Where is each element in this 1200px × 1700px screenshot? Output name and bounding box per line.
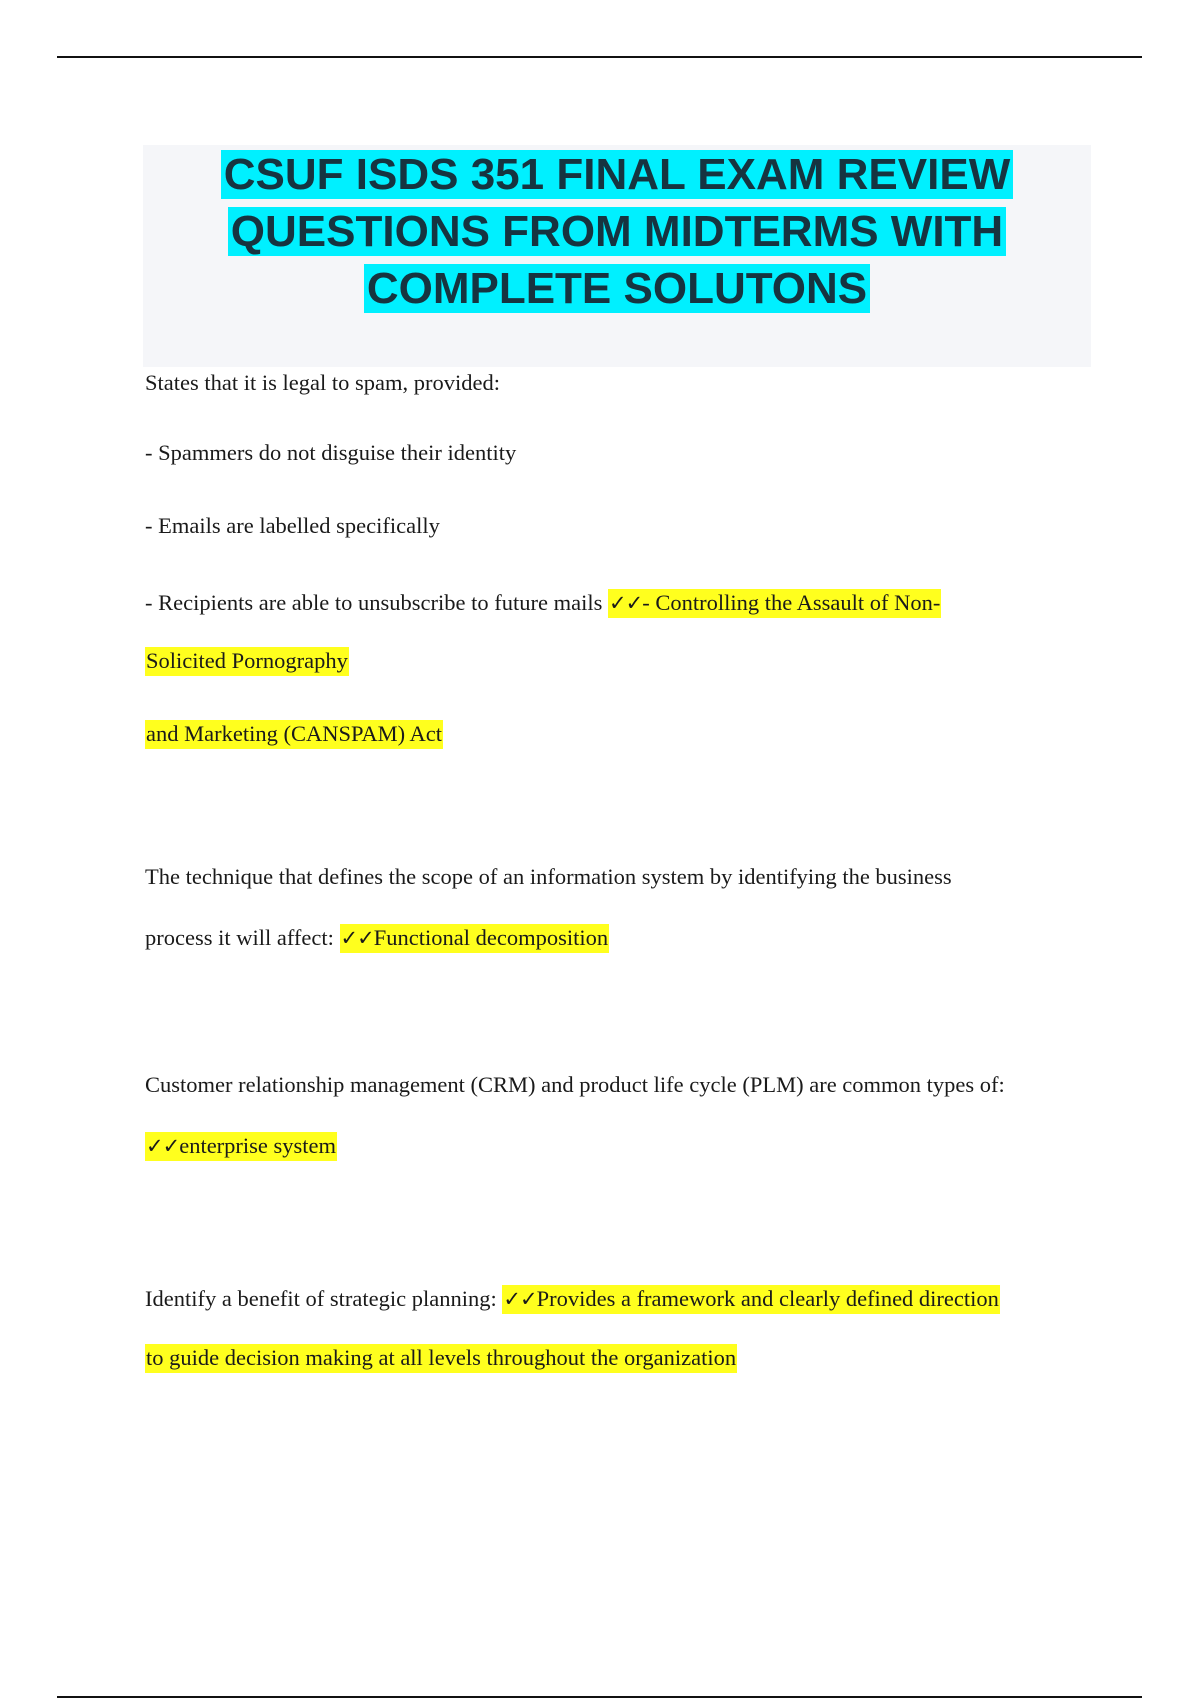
q2-line-2 xyxy=(145,923,609,953)
title-line-2: QUESTIONS FROM MIDTERMS WITH xyxy=(228,207,1006,256)
checkmark-icon: ✓✓ xyxy=(609,591,643,615)
q1-item-3: - Recipients are able to unsubscribe to future mails xyxy=(145,590,608,615)
q1-answer-b: Solicited Pornography xyxy=(145,647,349,676)
q2-line-1: The technique that defines the scope of an information system by identifying the business xyxy=(145,864,952,889)
q1-item-2: - Emails are labelled specifically xyxy=(145,513,440,538)
q1-intro: States that it is legal to spam, provided: xyxy=(145,370,500,395)
q4-line-1 xyxy=(145,1284,1000,1314)
document-title xyxy=(143,146,1091,317)
q1-answer-text-a: - Controlling the Assault of Non- xyxy=(642,590,941,615)
checkmark-icon: ✓✓ xyxy=(146,1134,180,1158)
q4-answer-b-line xyxy=(145,1343,737,1373)
q4-prompt: Identify a benefit of strategic planning: xyxy=(145,1286,503,1311)
q3-answer-text: enterprise system xyxy=(179,1133,337,1158)
q3-answer-line xyxy=(145,1131,337,1161)
q4-answer-b: to guide decision making at all levels throughout the organization xyxy=(145,1344,737,1373)
q1-answer-b-line xyxy=(145,646,349,676)
q2-answer-text: Functional decomposition xyxy=(373,925,609,950)
q3-line-1: Customer relationship management (CRM) and product life cycle (PLM) are common types of: xyxy=(145,1072,1005,1097)
q3-answer xyxy=(145,1132,337,1161)
title-line-3: COMPLETE SOLUTONS xyxy=(364,264,870,313)
q2-prompt: process it will affect: xyxy=(145,925,340,950)
q4-answer-a xyxy=(502,1285,1000,1314)
checkmark-icon: ✓✓ xyxy=(503,1287,537,1311)
q1-answer-c-line xyxy=(145,719,443,749)
q1-item-1: - Spammers do not disguise their identity xyxy=(145,440,517,465)
q4-answer-text-a: Provides a framework and clearly defined direction xyxy=(536,1286,999,1311)
footer-rule xyxy=(57,1696,1142,1698)
q1-item-3-line xyxy=(145,588,941,618)
checkmark-icon: ✓✓ xyxy=(340,926,374,950)
title-line-1: CSUF ISDS 351 FINAL EXAM REVIEW xyxy=(221,150,1013,199)
q1-answer-c: and Marketing (CANSPAM) Act xyxy=(145,720,443,749)
q1-answer-a xyxy=(608,589,941,618)
header-rule xyxy=(57,56,1142,58)
q2-answer xyxy=(340,924,610,953)
